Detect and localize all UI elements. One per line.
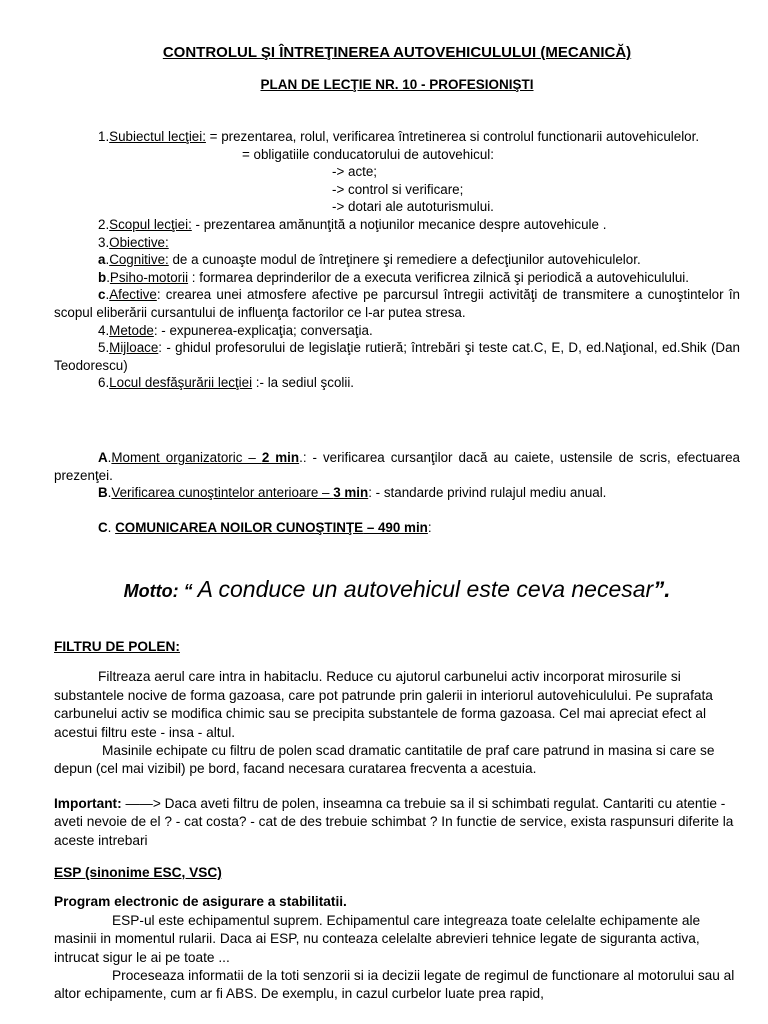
paragraph: Filtreaza aerul care intra in habitaclu. Reduce cu ajutorul carbunelui activ incorporat mirosurile si substantele nocive de forma gazoasa, care pot patrunde prin galerii in interiorul autovehiculului. Pe suprafata carbunelui activ se modifica chimic sau se precipita substantele de forma gazoasa. Cel mai apreciat efect al acestui filtru este - insa - altul. bbox=[54, 669, 713, 740]
step-label: COMUNICAREA NOILOR CUNOŞTINŢE bbox=[115, 519, 364, 535]
section-means bbox=[54, 339, 740, 374]
step-label: Moment organizatoric – bbox=[111, 450, 262, 465]
section-subject bbox=[54, 128, 740, 392]
motto-quote: A conduce un autovehicul este ceva necesar bbox=[197, 576, 654, 602]
step-letter: B bbox=[98, 485, 108, 501]
section-label: Scopul lecţiei: bbox=[109, 216, 192, 232]
step-b: B.Verificarea cunoştintelor anterioare – 3 min: - standarde privind rulajul mediu anual. bbox=[98, 485, 607, 501]
section-heading: FILTRU DE POLEN: bbox=[54, 639, 180, 654]
step-time: – 490 min bbox=[363, 519, 428, 535]
step-text: .: - verificarea cursanţilor dacă au caiete, ustensile de scris, efectuarea prezenţei. bbox=[54, 450, 740, 483]
objective-text: : formarea deprinderilor de a executa verificrea zilnică şi periodică a autovehiculului. bbox=[188, 269, 689, 285]
objective-label: Afective bbox=[109, 287, 157, 303]
step-c bbox=[54, 519, 740, 537]
objective-label: Psiho-motorii bbox=[109, 269, 189, 285]
objective-letter: b bbox=[98, 269, 107, 285]
motto-end: ”. bbox=[653, 577, 671, 602]
step-text: : - standarde privind rulajul mediu anual. bbox=[368, 485, 607, 501]
section-label: Obiective: bbox=[109, 234, 169, 250]
section-text: - prezentarea amănunţită a noţiunilor mecanice despre autovehicule . bbox=[191, 216, 607, 232]
section-number: 3. bbox=[98, 234, 110, 250]
step-time: 2 min bbox=[261, 450, 300, 465]
objective-psychomotor: b.Psiho-motorii : formarea deprinderilor de a executa verificrea zilnică şi periodică a autovehiculului. bbox=[98, 269, 689, 285]
section-heading: ESP (sinonime ESC, VSC) bbox=[54, 865, 222, 880]
section-label: Subiectul lecţiei: bbox=[109, 129, 206, 144]
paragraph: Proceseaza informatii de la toti senzorii si ia decizii legate de regimul de functionare al motorului sau al altor echipamente, cum ar fi ABS. De exemplu, in cazul curbelor luate prea rapid, bbox=[54, 968, 735, 1002]
section-label: Metode bbox=[109, 322, 154, 338]
objective-letter: a bbox=[98, 252, 106, 268]
important-label: Important: bbox=[54, 795, 122, 811]
paragraph: ESP-ul este echipamentul suprem. Echipamentul care integreaza toate celelalte echipamente ale masinii in momentul rularii. Daca ai ESP, nu conteaza celelalte abrevieri tehnice legate de siguranta activa, intrucat sigur le ai pe toate ... bbox=[54, 912, 701, 965]
section-label: Mijloace bbox=[109, 340, 159, 356]
obligations-line: = obligatiile conducatorului de autovehicul: bbox=[242, 146, 494, 162]
objective-affective: c.Afective: crearea unei atmosfere afective pe parcursul întregii activităţi de transmitere a cunoştintelor în scopul eliberării cursantului de influenţa factorilor ce l-ar putea stresa. bbox=[54, 287, 740, 320]
section-label: Locul desfăşurării lecţiei bbox=[109, 375, 253, 391]
objective-cognitive: a.Cognitive: de a cunoaşte modul de întreţinere şi remediere a defecţiunilor autovehiculelor. bbox=[98, 252, 641, 268]
section-scope bbox=[54, 216, 740, 234]
section-number: 5. bbox=[98, 340, 110, 356]
motto-label: Motto: “ bbox=[123, 581, 198, 601]
section-text: : - ghidul profesorului de legislaţie rutieră; întrebări şi teste cat.C, E, D, ed.Naţional, ed.Shik (Dan Teodorescu) bbox=[54, 340, 740, 373]
motto bbox=[54, 576, 740, 603]
section-text: = prezentarea, rolul, verificarea întretinerea si controlul functionarii autovehiculelor. bbox=[205, 129, 700, 144]
lesson-steps bbox=[54, 449, 740, 536]
section-number: 6. bbox=[98, 375, 110, 391]
step-a: A.Moment organizatoric – 2 min.: - verificarea cursanţilor dacă au caiete, ustensile de scris, efectuarea prezenţei. bbox=[54, 450, 740, 483]
document-subtitle: PLAN DE LECŢIE NR. 10 - PROFESIONIŞTI bbox=[260, 77, 534, 92]
section-subheading: Program electronic de asigurare a stabilitatii. bbox=[54, 894, 347, 910]
step-label: Verificarea cunoştintelor anterioare – bbox=[111, 485, 334, 501]
list-item: -> dotari ale autoturismului. bbox=[332, 199, 494, 215]
step-time: 3 min bbox=[333, 485, 369, 501]
objective-label: Cognitive: bbox=[109, 252, 169, 268]
step-letter: C bbox=[98, 519, 108, 535]
document-title: CONTROLUL ŞI ÎNTREŢINEREA AUTOVEHICULULUI (MECANICĂ) bbox=[162, 44, 632, 61]
list-item: -> control si verificare; bbox=[332, 181, 464, 197]
step-end: : bbox=[427, 519, 432, 535]
section-text: :- la sediul şcolii. bbox=[252, 375, 355, 391]
section-objectives bbox=[54, 234, 740, 252]
list-item: -> acte; bbox=[332, 164, 378, 180]
objective-letter: c bbox=[98, 287, 106, 303]
step-letter: A bbox=[98, 450, 108, 465]
important-text: ——> Daca aveti filtru de polen, inseamna ca trebuie sa il si schimbati regulat. Cantariti cu atentie - aveti nevoie de el ? - cat costa? - cat de des trebuie schimbat ? In functie de service, exista raspunsuri diferite la aceste intrebari bbox=[54, 795, 734, 848]
section-number: 4. bbox=[98, 322, 110, 338]
section-location bbox=[54, 374, 740, 392]
section-number: 1. bbox=[98, 129, 110, 144]
objective-text: de a cunoaşte modul de întreţinere şi remediere a defecţiunilor autovehiculelor. bbox=[168, 252, 641, 268]
section-number: 2. bbox=[98, 216, 110, 232]
section-text: : - expunerea-explicaţia; conversaţia. bbox=[153, 322, 373, 338]
section-esp bbox=[54, 864, 740, 1004]
section-methods bbox=[54, 322, 740, 340]
objective-text: : crearea unei atmosfere afective pe parcursul întregii activităţi de transmitere a cunoştintelor în scopul eliberării cursantului de influenţa factorilor ce l-ar putea stresa. bbox=[54, 287, 740, 320]
section-pollen-filter bbox=[54, 638, 740, 850]
step-dot: . bbox=[107, 519, 116, 535]
important-note bbox=[54, 795, 740, 850]
paragraph: Masinile echipate cu filtru de polen scad dramatic cantitatile de praf care patrund in masina si care se depun (cel mai vizibil) pe bord, facand necesara curatarea frecventa a acestuia. bbox=[54, 743, 715, 777]
